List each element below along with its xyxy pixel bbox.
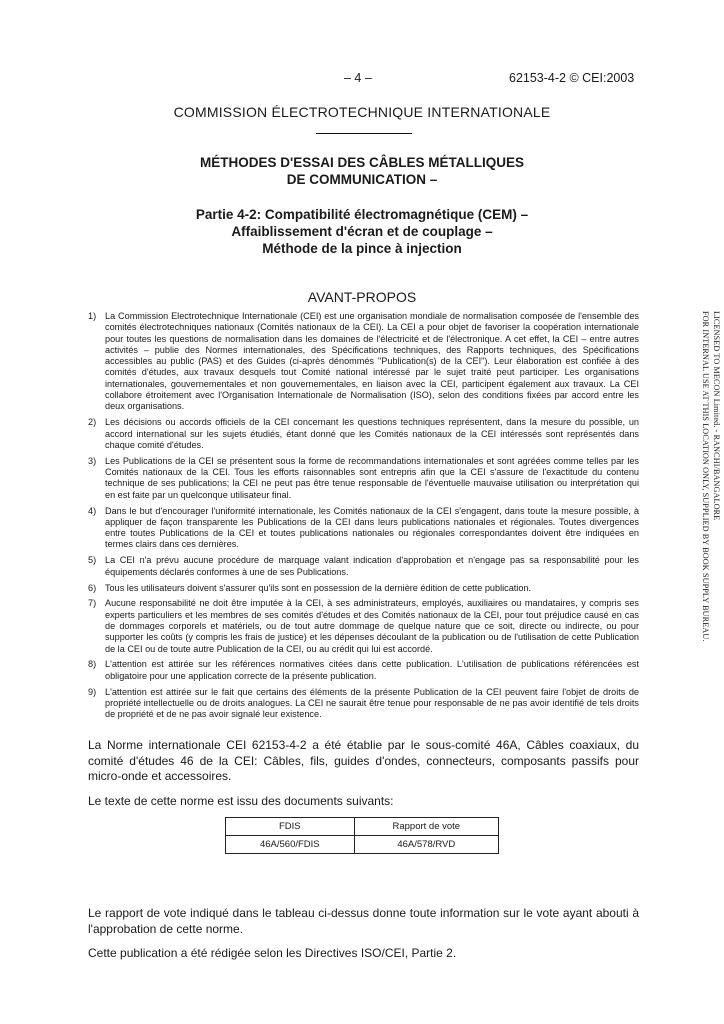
item-text: Tous les utilisateurs doivent s'assurer qu'ils sont en possession de la dernière édition de cette publication. xyxy=(105,582,532,593)
body-paragraph-standard-info: La Norme internationale CEI 62153-4-2 a été établie par le sous-comité 46A, Câbles coaxiaux, du comité d'études 46 de la CEI: Câbles, fils, guides d'ondes, connecteurs, composants passifs pour micro-onde et accessoires. xyxy=(88,738,639,783)
body-paragraph-directives: Cette publication a été rédigée selon les Directives ISO/CEI, Partie 2. xyxy=(88,946,457,960)
body-paragraph-vote-report: Le rapport de vote indiqué dans le tableau ci-dessus donne toute information sur le vote ayant abouti à l'approbation de cette norme. xyxy=(88,906,639,936)
table-cell: 46A/560/FDIS xyxy=(226,836,355,854)
item-number: 8) xyxy=(88,659,97,670)
item-number: 7) xyxy=(88,598,97,609)
document-title xyxy=(0,154,724,188)
title-line-1: MÉTHODES D'ESSAI DES CÂBLES MÉTALLIQUES xyxy=(200,155,524,170)
item-text: La Commission Electrotechnique Internationale (CEI) est une organisation mondiale de normalisation composée de l'ensemble des comités électrotechniques nationaux (Comités nationaux de la CEI). La CEI a pour objet de favoriser la coopération internationale pour toutes les questions de normalisation dans les domaines de l'électricité et de l'électronique. A cet effet, la CEI – entre autres activités – publie des Normes internationales, des Spécifications techniques, des Rapports techniques, des Spécifications accessibles au public (PAS) et des Guides (ci-après dénommés "Publication(s) de la CEI"). Leur élaboration est confiée à des comités d'études, aux travaux desquels tout Comité national intéressé par le sujet traité peut participer. Les organisations internationales, gouvernementales et non gouvernementales, en liaison avec la CEI, participent également aux travaux. La CEI collabore étroitement avec l'Organisation Internationale de Normalisation (ISO), selon des conditions fixées par accord entre les deux organisations. xyxy=(105,311,639,412)
table-header-cell: FDIS xyxy=(226,818,355,836)
item-text: La CEI n'a prévu aucune procédure de marquage valant indication d'approbation et n'engage pas sa responsabilité pour les équipements déclarés conformes à une de ses Publications. xyxy=(105,555,639,577)
table-header-row xyxy=(226,818,499,836)
item-number: 1) xyxy=(88,311,97,321)
foreword-item xyxy=(88,506,639,551)
foreword-item xyxy=(88,659,639,682)
page-header xyxy=(0,71,724,87)
table-cell: 46A/578/RVD xyxy=(354,836,498,854)
voting-documents-table xyxy=(225,817,499,854)
item-number: 9) xyxy=(88,686,97,697)
foreword-item xyxy=(88,456,639,501)
subtitle-line-2: Affaiblissement d'écran et de couplage – xyxy=(231,224,493,239)
watermark-text xyxy=(690,311,722,706)
title-divider xyxy=(316,133,412,134)
section-heading: AVANT-PROPOS xyxy=(307,289,417,305)
item-number: 3) xyxy=(88,455,97,466)
foreword-item xyxy=(88,598,639,654)
item-text: Dans le but d'encourager l'uniformité internationale, les Comités nationaux de la CEI s'engagent, dans toute la mesure possible, à appliquer de façon transparente les Publications de la CEI dans leurs publications nationales et régionales. Toutes divergences entre toutes Publications de la CEI et toutes publications nationales ou régionales correspondantes doivent être indiquées en termes clairs dans ces dernières. xyxy=(105,505,639,550)
title-line-2: DE COMMUNICATION – xyxy=(286,172,438,187)
document-subtitle xyxy=(0,206,724,257)
item-text: Aucune responsabilité ne doit être imputée à la CEI, à ses administrateurs, employés, auxiliaires ou mandataires, y compris ses experts particuliers et les membres de ses comités d'études et des Comités nationaux de la CEI, pour tout préjudice causé en cas de dommages corporels et matériels, ou de tout autre dommage de quelque nature que ce soit, directe ou indirecte, ou pour supporter les coûts (y compris les frais de justice) et les dépenses découlant de la publication ou de l'utilisation de cette Publication de la CEI ou de toute autre Publication de la CEI, ou au crédit qui lui est accordé. xyxy=(105,598,639,654)
body-paragraph-documents: Le texte de cette norme est issu des documents suivants: xyxy=(88,794,394,808)
foreword-item xyxy=(88,417,639,451)
foreword-item xyxy=(88,583,639,594)
license-watermark xyxy=(690,311,722,706)
item-number: 5) xyxy=(88,555,97,566)
item-number: 6) xyxy=(88,582,97,593)
item-text: Les décisions ou accords officiels de la CEI concernant les questions techniques représentent, dans la mesure du possible, un accord international sur les sujets étudiés, étant donné que les Comités nationaux de la CEI intéressés sont représentés dans chaque comité d'études. xyxy=(105,417,639,450)
item-text: Les Publications de la CEI se présentent sous la forme de recommandations internationales et sont agréées comme telles par les Comités nationaux de la CEI. Tous les efforts raisonnables sont entrepris afin que la CEI s'assure de l'exactitude du contenu technique de ses publications; la CEI ne peut pas être tenue responsable de l'éventuelle mauvaise utilisation ou interprétation qui en est faite par un quelconque utilisateur final. xyxy=(105,455,639,500)
item-text: L'attention est attirée sur le fait que certains des éléments de la présente Publication de la CEI peuvent faire l'objet de droits de propriété intellectuelle ou de droits analogues. La CEI ne saurait être tenue pour responsable de ne pas avoir identifié de tels droits de propriété et de ne pas avoir signalé leur existence. xyxy=(105,686,639,720)
watermark-line-2: FOR INTERNAL USE AT THIS LOCATION ONLY, SUPPLIED BY BOOK SUPPLY BUREAU. xyxy=(701,311,710,642)
item-number: 2) xyxy=(88,417,97,428)
subtitle-line-1: Partie 4-2: Compatibilité électromagnétique (CEM) – xyxy=(195,207,529,222)
subtitle-line-3: Méthode de la pince à injection xyxy=(262,241,462,256)
table-row xyxy=(226,836,499,854)
foreword-item xyxy=(88,687,639,721)
foreword-list xyxy=(88,311,639,725)
watermark-line-1: LICENSED TO MECON Limited. - RANCHI/BANGALORE xyxy=(712,311,721,521)
page-number: – 4 – xyxy=(344,71,372,85)
organization-name: COMMISSION ÉLECTROTECHNIQUE INTERNATIONALE xyxy=(173,104,551,120)
document-reference: 62153-4-2 © CEI:2003 xyxy=(509,71,635,85)
foreword-item xyxy=(88,311,639,413)
item-number: 4) xyxy=(88,505,97,516)
item-text: L'attention est attirée sur les références normatives citées dans cette publication. L'utilisation de publications référencées est obligatoire pour une application correcte de la présente publication. xyxy=(105,659,639,681)
table-header-cell: Rapport de vote xyxy=(354,818,498,836)
foreword-item xyxy=(88,555,639,578)
